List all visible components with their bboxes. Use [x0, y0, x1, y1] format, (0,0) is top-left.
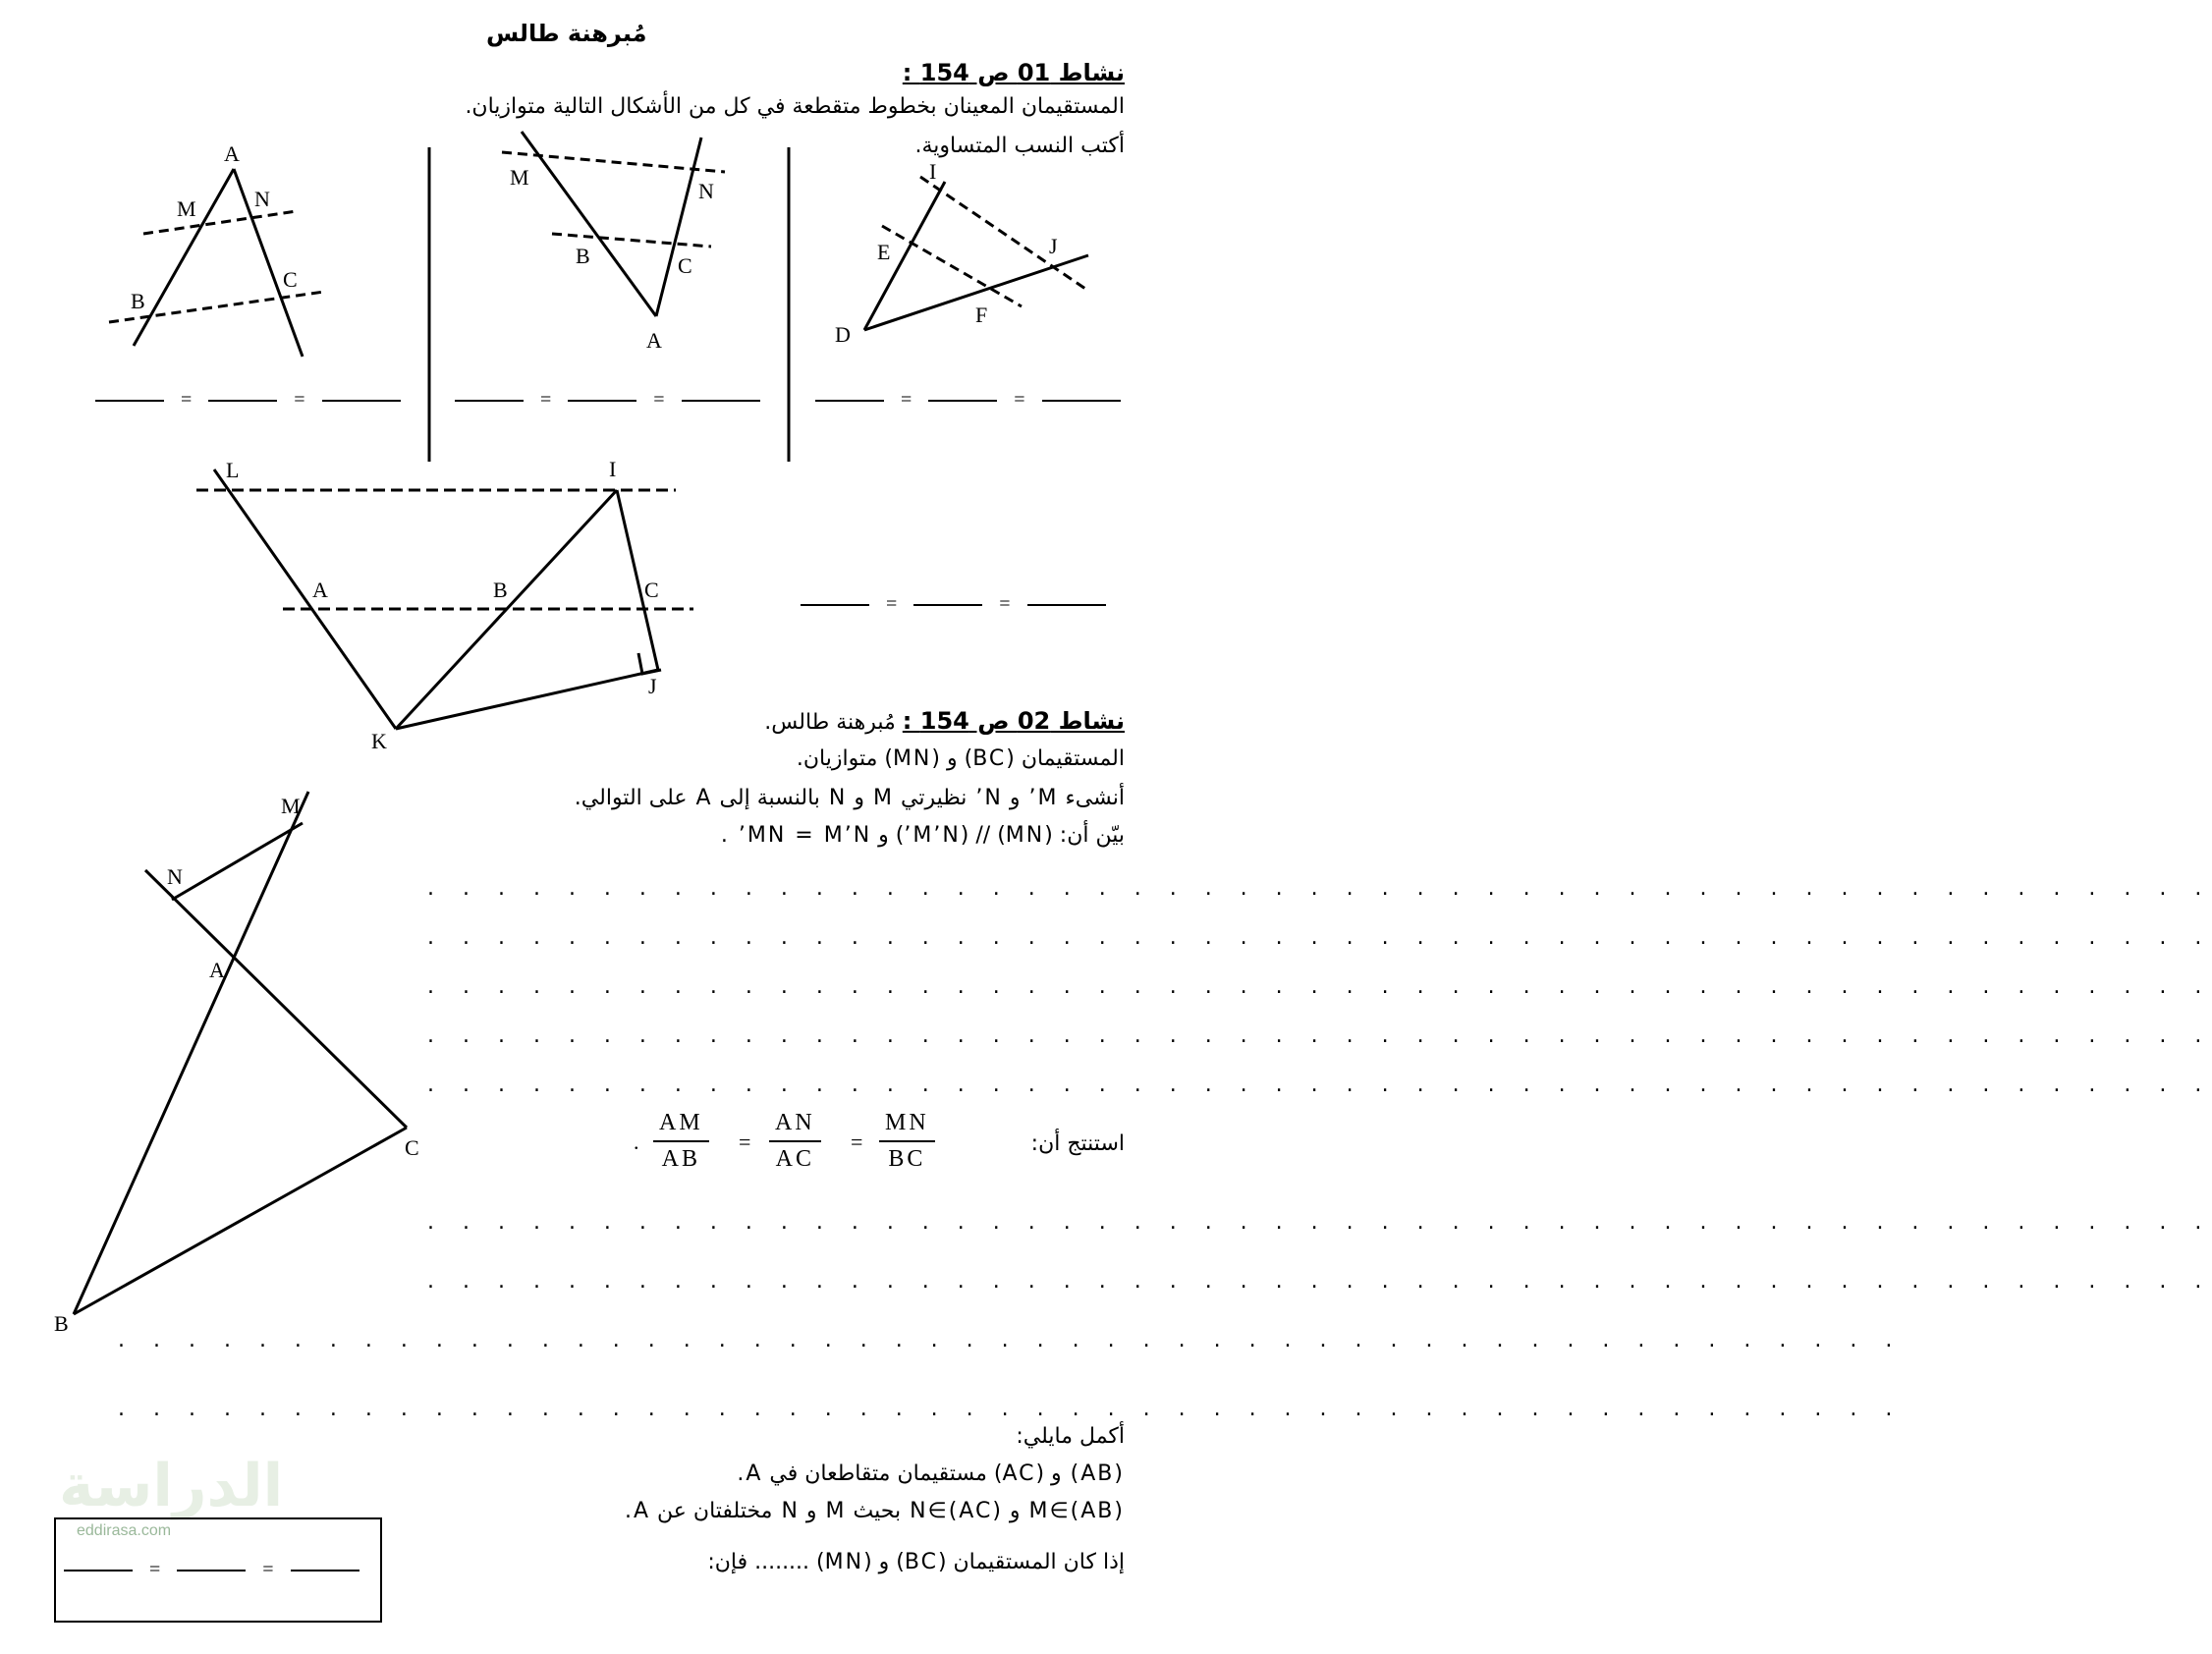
eq-sign: =: [653, 389, 665, 411]
fig3-label-i: I: [929, 159, 937, 184]
eq-sign: =: [901, 389, 912, 411]
answer-box-blanks: [64, 1559, 359, 1581]
watermark-url: eddirasa.com: [77, 1522, 172, 1539]
fig3-dashed-ef: [882, 226, 1022, 306]
activity2-header: [764, 707, 1125, 735]
fig1-blank-1[interactable]: [95, 400, 164, 402]
fraction-denominator: AC: [775, 1146, 814, 1172]
fraction-an-ac: [769, 1110, 821, 1173]
box-blank-2[interactable]: [177, 1570, 246, 1571]
eq-sign: =: [149, 1559, 161, 1580]
eq-sign: =: [540, 389, 552, 411]
deduce-label: استنتج أن:: [1030, 1131, 1125, 1156]
activity2-heading-rest: مُبرهنة طالس.: [764, 710, 896, 735]
fraction-denominator: BC: [888, 1146, 926, 1172]
act2-label-n: N: [167, 864, 183, 889]
fig2-blank-3[interactable]: [682, 400, 760, 402]
fraction-mn-bc: [879, 1110, 935, 1173]
fig1-label-c: C: [283, 267, 298, 292]
fig4-label-a: A: [312, 578, 328, 602]
fig4-label-c: C: [644, 578, 659, 602]
fig4-ratio-blanks: [801, 593, 1106, 616]
period-mark: .: [634, 1130, 639, 1154]
complete-line3: إذا كان المستقيمان (BC) و (MN) ........ فإن:: [707, 1550, 1125, 1574]
fig2-blank-2[interactable]: [568, 400, 636, 402]
answer-dots[interactable]: . . . . . . . . . . . . . . . . . . . . . . . . . . . . . . . . . . . . . . . . . . . . . . . . . . .: [427, 876, 2212, 901]
fig1-ratio-blanks: [95, 389, 401, 412]
fig4-label-j: J: [648, 674, 657, 698]
answer-dots[interactable]: . . . . . . . . . . . . . . . . . . . . . . . . . . . . . . . . . . . . . . . . . . . . . . . . . . .: [427, 1023, 2212, 1048]
activity1-heading: نشاط 01 ص 154 :: [902, 59, 1125, 86]
activity2-line2: أنشىء M’ و N’ نظيرتي M و N بالنسبة إلى A على التوالي.: [574, 786, 1125, 810]
eq-sign: =: [1014, 389, 1025, 411]
box-blank-1[interactable]: [64, 1570, 133, 1571]
watermark-logo: [59, 1452, 283, 1520]
act2-line-cb: [74, 1128, 407, 1314]
fig2-dashed-mn: [502, 152, 725, 172]
act2-label-c: C: [405, 1135, 419, 1160]
complete-line2: M∈(AB) و N∈(AC) بحيث M و N مختلفتان عن A.: [625, 1499, 1125, 1523]
fig3-label-j: J: [1049, 234, 1058, 258]
fraction-denominator: AB: [661, 1146, 700, 1172]
eq-sign: =: [739, 1130, 751, 1154]
answer-dots[interactable]: . . . . . . . . . . . . . . . . . . . . . . . . . . . . . . . . . . . . . . . . . . . . . . . . . . .: [427, 1210, 2212, 1235]
activity2-heading: نشاط 02 ص 154 :: [902, 707, 1125, 735]
fraction-numerator: AM: [653, 1110, 709, 1142]
fig3-label-d: D: [835, 322, 851, 347]
watermark-text: الدراسة: [59, 1452, 284, 1520]
answer-dots[interactable]: . . . . . . . . . . . . . . . . . . . . . . . . . . . . . . . . . . . . . . . . . . . . . . . . . . .: [427, 1269, 2212, 1294]
fig2-label-c: C: [678, 253, 692, 278]
fig4-label-b: B: [493, 578, 508, 602]
fraction-am-ab: [653, 1110, 709, 1173]
fig2-label-b: B: [576, 244, 590, 268]
complete-line1: (AB) و (AC) مستقيمان متقاطعان في A.: [737, 1461, 1125, 1486]
fig2-ratio-blanks: [455, 389, 760, 412]
answer-dots-wide[interactable]: . . . . . . . . . . . . . . . . . . . . . . . . . . . . . . . . . . . . . . . . . . . . . . . . . . .: [118, 1397, 1904, 1421]
fig2-label-m: M: [510, 165, 529, 190]
fig3-ratio-blanks: [815, 389, 1121, 412]
fig4-label-k: K: [371, 729, 387, 753]
fig1-side-ab: [134, 169, 234, 346]
eq-sign: =: [181, 389, 193, 411]
act2-line-nm: [172, 823, 303, 900]
act2-label-a: A: [209, 958, 225, 982]
fig2-side-an: [656, 138, 701, 316]
fig2-label-a: A: [646, 328, 662, 353]
answer-dots[interactable]: . . . . . . . . . . . . . . . . . . . . . . . . . . . . . . . . . . . . . . . . . . . . . . . . . . .: [427, 925, 2212, 950]
fig4-line-lk: [214, 469, 396, 729]
fig3-label-f: F: [975, 303, 988, 327]
answer-box[interactable]: [54, 1517, 382, 1623]
fig2-label-n: N: [698, 179, 714, 203]
fig4-label-i: I: [609, 457, 617, 481]
act2-line-bm: [74, 792, 308, 1314]
act2-label-b: B: [54, 1311, 69, 1336]
fig3-blank-2[interactable]: [928, 400, 997, 402]
eq-sign: =: [294, 389, 305, 411]
fig3-label-e: E: [877, 240, 891, 264]
fig3-blank-1[interactable]: [815, 400, 884, 402]
eq-sign: =: [262, 1559, 274, 1580]
fig4-label-l: L: [226, 458, 240, 482]
fig4-line-jk: [396, 670, 658, 729]
answer-dots[interactable]: . . . . . . . . . . . . . . . . . . . . . . . . . . . . . . . . . . . . . . . . . . . . . . . . . . .: [427, 1073, 2212, 1097]
fig1-blank-2[interactable]: [208, 400, 277, 402]
eq-sign: =: [851, 1130, 863, 1154]
activity1-line2: أكتب النسب المتساوية.: [914, 134, 1125, 158]
activity2-line3: بيّن أن: (MN) // (M’N’) و MN = M’N’ .: [720, 823, 1125, 848]
fig1-blank-3[interactable]: [322, 400, 401, 402]
activity1-line1: المستقيمان المعينان بخطوط متقطعة في كل من الأشكال التالية متوازيان.: [465, 94, 1125, 119]
fraction-numerator: AN: [769, 1110, 821, 1142]
fig3-blank-3[interactable]: [1042, 400, 1121, 402]
complete-heading: أكمل مايلي:: [1016, 1424, 1125, 1449]
eq-sign: =: [886, 593, 898, 615]
answer-dots[interactable]: . . . . . . . . . . . . . . . . . . . . . . . . . . . . . . . . . . . . . . . . . . . . . . . . . . .: [427, 974, 2212, 999]
fig1-label-b: B: [131, 289, 145, 313]
fig4-blank-3[interactable]: [1027, 604, 1106, 606]
fig1-dashed-mn: [143, 211, 297, 234]
act2-line-nc: [145, 870, 407, 1128]
fig2-blank-1[interactable]: [455, 400, 524, 402]
page-title: مُبرهنة طالس: [486, 20, 647, 47]
eq-sign: =: [999, 593, 1011, 615]
fig1-label-n: N: [254, 187, 270, 211]
fig1-label-a: A: [224, 141, 240, 166]
act2-label-m: M: [281, 794, 301, 818]
fig1-label-m: M: [177, 196, 196, 221]
fig3-dashed-ij: [920, 177, 1088, 291]
fig4-blank-2[interactable]: [913, 604, 982, 606]
box-blank-3[interactable]: [291, 1570, 359, 1571]
fig4-blank-1[interactable]: [801, 604, 869, 606]
fraction-numerator: MN: [879, 1110, 935, 1142]
answer-dots-wide[interactable]: . . . . . . . . . . . . . . . . . . . . . . . . . . . . . . . . . . . . . . . . . . . . . . . . . . .: [118, 1328, 1904, 1352]
activity2-line1: المستقيمان (BC) و (MN) متوازيان.: [796, 746, 1125, 771]
